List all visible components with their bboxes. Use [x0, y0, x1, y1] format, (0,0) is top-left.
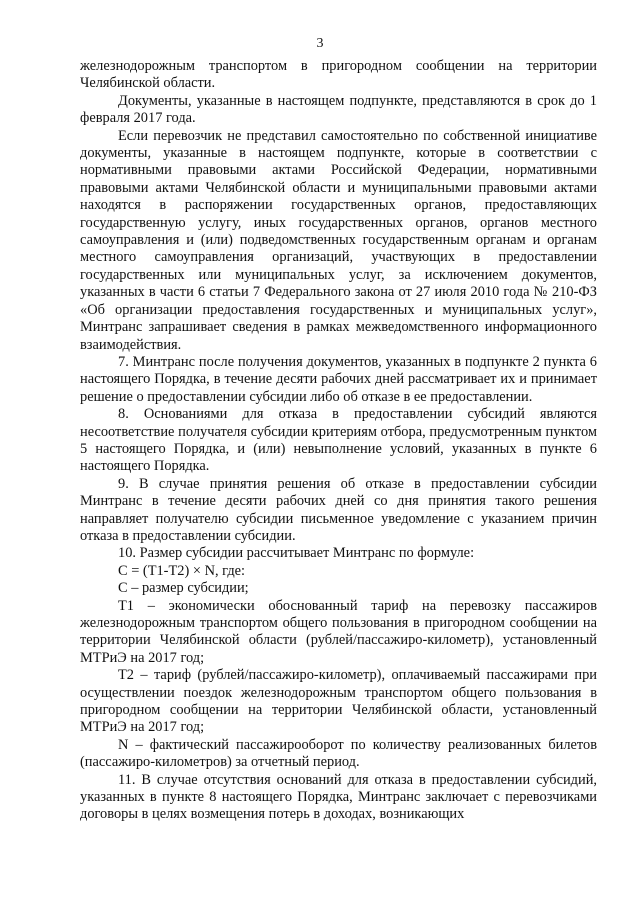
definition-n: N – фактический пассажирооборот по количеству реализованных билетов (пассажиро-километров) за отчетный период.	[80, 736, 597, 771]
document-body	[80, 58, 597, 824]
paragraph-item-9: 9. В случае принятия решения об отказе в предоставлении субсидии Минтранс в течение десяти рабочих дней со дня принятия такого решения направляет получателю субсидии письменное уведомление с указанием причин отказа в предоставлении субсидии.	[80, 475, 597, 544]
paragraph-item-8: 8. Основаниями для отказа в предоставлении субсидий являются несоответствие получателя субсидии критериям отбора, предусмотренным пунктом 5 настоящего Порядка, и (или) невыполнение условий, указанных в пункте 6 настоящего Порядка.	[80, 406, 597, 475]
paragraph-item-7: 7. Минтранс после получения документов, указанных в подпункте 2 пункта 6 настоящего Порядка, в течение десяти рабочих дней рассматривает их и принимает решение о предоставлении субсидии либо об отказе в ее предоставлении.	[80, 353, 597, 405]
paragraph-continuation: железнодорожным транспортом в пригородном сообщении на территории Челябинской области.	[80, 58, 597, 92]
definition-t1: Т1 – экономически обоснованный тариф на перевозку пассажиров железнодорожным транспортом общего пользования в пригородном сообщении на территории Челябинской области (рублей/пассажиро-километр), установленный МТРиЭ на 2017 год;	[80, 597, 597, 666]
definition-c: С – размер субсидии;	[118, 580, 249, 597]
paragraph-interagency-request: Если перевозчик не представил самостоятельно по собственной инициативе документы, указанные в настоящем подпункте, которые в соответствии с нормативными правовыми актами Российской Федерации, нормативными правовыми актами Челябинской области и муниципальными правовыми актами находятся в распоряжении государственных органов, предоставляющих государственную услугу, иных государственных органов, органов местного самоуправления и (или) подведомственных государственным органам и органам местного самоуправления организаций, участвующих в предоставлении государственных или муниципальных услуг, за исключением документов, указанных в части 6 статьи 7 Федерального закона от 27 июля 2010 года № 210-ФЗ «Об организации предоставления государственных и муниципальных услуг», Минтранс запрашивает сведения в рамках межведомственного информационного взаимодействия.	[80, 127, 597, 353]
paragraph-item-11: 11. В случае отсутствия оснований для отказа в предоставлении субсидий, указанных в пункте 8 настоящего Порядка, Минтранс заключает с перевозчиками договоры в целях возмещения потерь в доходах, возникающих	[80, 771, 597, 823]
paragraph-item-10: 10. Размер субсидии рассчитывает Минтранс по формуле:	[118, 545, 475, 562]
formula-line: С = (Т1-Т2) × N, где:	[118, 562, 246, 579]
page-number: 3	[316, 36, 324, 51]
definition-t2: Т2 – тариф (рублей/пассажиро-километр), оплачиваемый пассажирами при осуществлении поездок железнодорожным транспортом общего пользования в пригородном сообщении на территории Челябинской области, установленный МТРиЭ на 2017 год;	[80, 667, 597, 736]
paragraph-deadline: Документы, указанные в настоящем подпункте, представляются в срок до 1 февраля 2017 года.	[80, 92, 597, 127]
